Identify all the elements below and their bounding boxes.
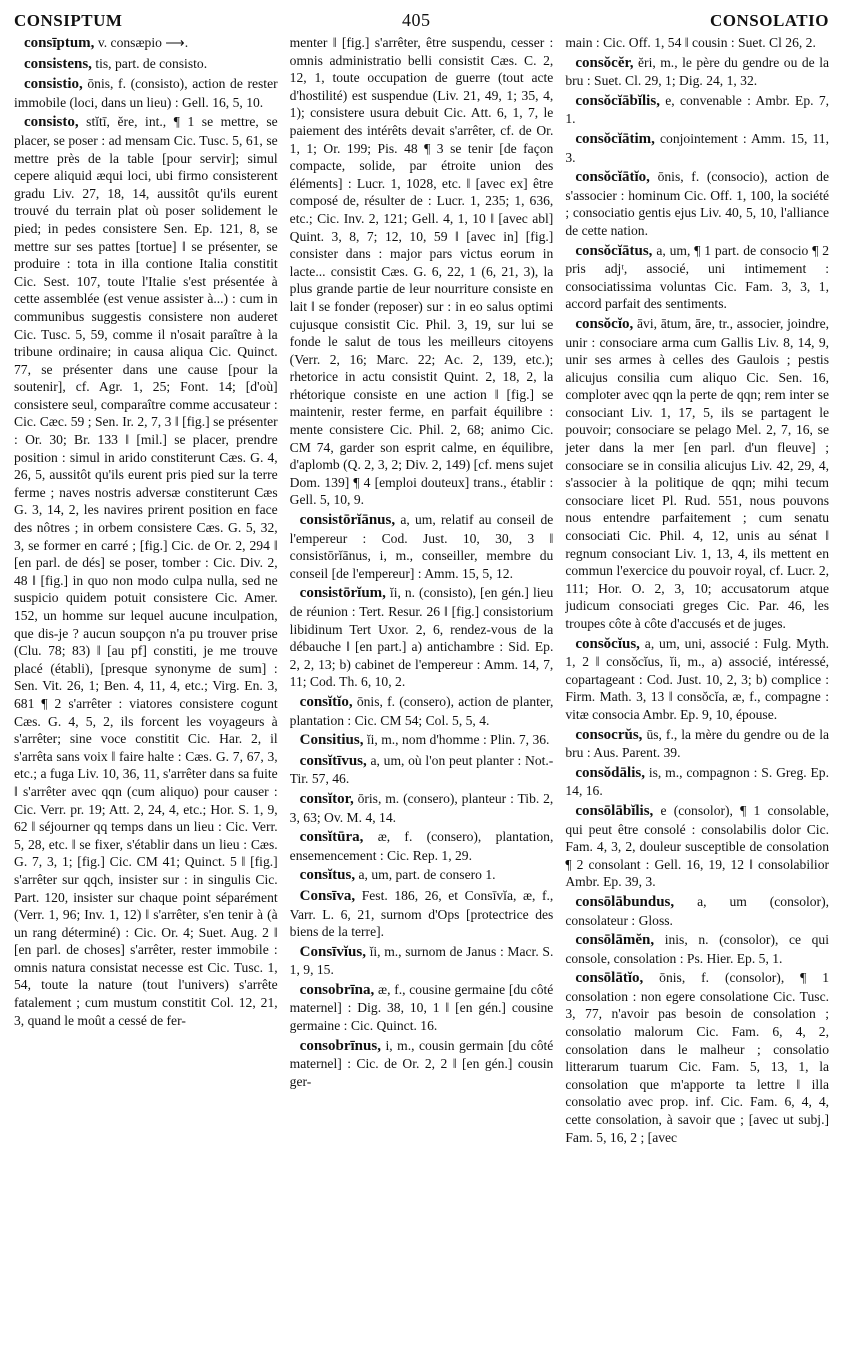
page-number: 405: [401, 10, 431, 30]
entry-definition: ōris, m. (consero), planteur : Tib. 2, 3, 63; Ov. M. 4, 14.: [289, 790, 554, 825]
dictionary-entry: [290, 584, 554, 691]
entry-definition: i, m., cousin germain [du côté maternel] : Cic. de Or. 2, 2 ‖ [en gén.] cousin ger-: [289, 1037, 554, 1089]
dictionary-entry: [290, 511, 554, 582]
dictionary-entry: [290, 981, 554, 1035]
dictionary-entry: [290, 693, 554, 729]
running-header: [14, 0, 829, 34]
dictionary-entry: [565, 54, 829, 90]
entry-definition: ĭi, m., nom d'homme : Plin. 7, 36.: [366, 732, 550, 748]
dictionary-entry: [290, 887, 554, 941]
entry-headword: consĭtīvus,: [299, 752, 367, 769]
dictionary-entry: [290, 34, 554, 509]
dictionary-entry: [565, 242, 829, 313]
entry-headword: consistio,: [24, 76, 83, 93]
entry-headword: consŏcĭātus,: [575, 242, 653, 259]
entry-definition: ĕri, m., le père du gendre ou de la bru : Suet. Cl. 29, 1; Dig. 24, 1, 32.: [565, 54, 829, 89]
entry-definition: a, um, relatif au conseil de l'empereur : Cod. Just. 10, 30, 3 ‖ consistōrĭānus, i, m., conseiller, membre du conseil [de l'empereur] : Amm. 15, 5, 12.: [289, 512, 554, 581]
entry-definition: ōnis, f. (consocio), action de s'associer : hominum Cic. Off. 1, 100, la société ; consociatio gentis ejus Liv. 40, 5, 10, l'alliance de cette nation.: [565, 169, 829, 238]
entry-headword: consistens,: [24, 55, 92, 72]
entry-definition: a, um, ¶ 1 part. de consocio ¶ 2 pris adjᵗ, associé, uni intimement : consociatissima voluntas Cic. Fam. 3, 3, 1, accord parfait des sentiments.: [565, 242, 829, 312]
dictionary-entry: [14, 75, 278, 111]
dictionary-entry: [565, 802, 829, 891]
entry-definition: ōnis, f. (consero), action de planter, plantation : Cic. CM 54; Col. 5, 5, 4.: [289, 693, 554, 728]
entry-headword: consocrŭs,: [575, 726, 643, 743]
dictionary-entry: [565, 764, 829, 800]
entry-headword: consōlābĭlis,: [575, 802, 654, 819]
entry-definition: ōnis, f. (consisto), action de rester immobile (loci, dans un lieu) : Gell. 16, 5, 10.: [14, 76, 278, 110]
entry-definition: a, um, où l'on peut planter : Not.-Tir. 57, 46.: [289, 752, 554, 787]
entry-definition: a, um, uni, associé : Fulg. Myth. 1, 2 ‖ consŏcĭus, ĭi, m., a) associé, intéressé, copartageant : Cod. Just. 10, 2, 3; b) complice : Firm. Math. 3, 13 ‖ consŏcĭa, æ, f., compagne : vitæ consocia Ambr. Ep. 9, 10, épouse.: [565, 635, 829, 722]
dictionary-entry: [565, 34, 829, 52]
entry-headword: consōlāmĕn,: [575, 932, 655, 949]
entry-headword: consĭtĭo,: [299, 693, 353, 710]
entry-definition: main : Cic. Off. 1, 54 ‖ cousin : Suet. Cl 26, 2.: [565, 35, 816, 50]
dictionary-entry: [565, 92, 829, 128]
entry-headword: Consīvĭus,: [299, 943, 366, 960]
entry-headword: Consīva,: [299, 887, 356, 904]
dictionary-entry: [565, 315, 829, 633]
entry-headword: consŏdālis,: [575, 764, 645, 781]
dictionary-entry: [565, 130, 829, 166]
entry-definition: e, convenable : Ambr. Ep. 7, 1.: [565, 92, 829, 127]
entry-definition: ĭi, n. (consisto), [en gén.] lieu de réunion : Tert. Resur. 26 ‖ [fig.] consistorium libidinum Tert Uxor. 2, 6, rendez-vous de la débauche ‖ [en part.] a) antichambre : Sid. Ep. 2, 2, 13; b) cabinet de l'empereur : Amm. 14, 7, 11; Cod. Th. 6, 10, 2.: [289, 585, 554, 690]
entry-headword: consŏcĭo,: [575, 315, 634, 332]
entry-headword: consobrīna,: [299, 981, 375, 998]
dictionary-entry: [290, 790, 554, 826]
entry-definition: æ, f., cousine germaine [du côté maternel] : Dig. 38, 10, 1 ‖ [en gén.] cousine germaine : Cic. Quinct. 16.: [289, 981, 554, 1034]
entry-headword: consōlābundus,: [575, 893, 675, 910]
entry-headword: consŏcĕr,: [575, 54, 634, 71]
entry-headword: consisto,: [24, 114, 79, 131]
dictionary-entry: [14, 55, 278, 74]
entry-definition: ōnis, f. (consolor), ¶ 1 consolation : non egere consolatione Cic. Tusc. 3, 77, n'avoir pas besoin de consolation ; consolatio malorum Cic. Fam. 6, 4, 2, consolation dans le malheur ; consolatio litterarum tuarum Cic. Fam. 5, 13, 1, la consolation que m'apporte ta lettre ‖ illa consolatio avec prop. inf. Cic. Fam. 6, 4, 4, cette consolation, à savoir que ; [avec ut subj.] Fam. 5, 16, 2 ; [avec: [565, 970, 829, 1145]
column-1: [14, 34, 278, 1344]
columns: [14, 34, 829, 1344]
dictionary-entry: [565, 168, 829, 239]
dictionary-entry: [290, 943, 554, 979]
dictionary-entry: [565, 893, 829, 929]
column-3: [565, 34, 829, 1344]
entry-headword: consistōrĭum,: [299, 585, 386, 602]
entry-definition: inis, n. (consolor), ce qui console, consolation : Ps. Hier. Ep. 5, 1.: [565, 932, 829, 966]
entry-definition: menter ‖ [fig.] s'arrêter, être suspendu, cesser : omnis administratio belli consistit Cæs. C. 2, 12, 1, toute occupation de guerre (tout acte d'hostilité) est suspendue (Liv. 21, 49, 1; 35, 4, 1); consistere usura debuit Cic. Att. 6, 1, 7, le paiement des intérêts devait s'arrêter, cf. de Or. 1, 1; Or. 199; Pis. 48 ¶ 3 se tenir [de façon compacte, solide, par étroite union des éléments] : Lucr. 1, 1028, etc. ‖ [avec ex] être composé de, résulter de : Lucr. 1, 235; 1, 636, etc.; Cic. Inv. 2, 121; Gell. 4, 1, 10 ‖ [avec abl] Quint. 3, 8, 7; 12, 10, 59 ‖ [avec in] [fig.] consister dans : major pars victus eorum in lacte... consistit Cæs. G. 6, 22, 1 (6, 21, 3), la plus grande partie de leur nourriture consiste en lait ‖ se fonder (reposer) sur : in eo salus optimi cujusque consistit Cic. Phil. 3, 19, sur lui se fonde le salut de tous les meilleurs citoyens (Verr. 2, 16; Marc. 22; Ac. 2, 139, etc.); rhetorice in actu consistit Quint. 2, 18, 2, la rhétorique consiste en une action ‖ [fig.] se maintenir, rester ferme, en parfait équilibre : mente consistere Cic. Phil. 2, 68; animo Cic. CM 74, garder son esprit calme, en équilibre, d'aplomb (Q. 2, 3, 2; Div. 2, 149) [cf. mens sujet Dom. 139] ¶ 4 [emploi douteux] trans., établir : Gell. 5, 10, 9.: [289, 35, 554, 508]
dictionary-entry: [565, 931, 829, 967]
entry-headword: consŏcĭābĭlis,: [575, 92, 660, 109]
header-left-guideword: CONSIPTUM: [14, 11, 123, 30]
entry-definition: stĭtī, ĕre, int., ¶ 1 se mettre, se placer, se poser : ad mensam Cic. Tusc. 5, 61, se mettre près de la table [pour servir]; simul cepere aliquid æqui loci, ubi firmo consisterent gradu Liv. 27, 18, 14, aussitôt qu'ils eurent trouvé du terrain plat où poser solidement le pied; in pedes consistere Sen. Ep. 121, 8, se mettre sur ses pattes [tortue] ‖ se présenter, se produire : tota in illa contione Italia constitit Cic. Sest. 107, toute l'Italie s'est présentée à cette assemblée (est venue assister à...) : cum in communibus suggestis consistere non auderet Cic. Tusc. 5, 59, comme il n'osait paraître à la tribune ordinaire; in causa aliqua Cic. Quinct. 77, se présenter dans une cause [pour la soutenir], cf. Agr. 1, 25; Font. 14; [d'où] consistere seul, comparaître comme accusateur : Cic. Cæc. 59 ; Sen. Ir. 2, 7, 3 ‖ [fig.] se présenter : Or. 30; Br. 133 ‖ [mil.] se placer, prendre position : simul in arido constiterunt Cæs. G. 4, 26, 5, aussitôt qu'ils eurent pris pied sur la terre ferme ; naves nostris adversæ constiterunt Cæs G. 3, 14, 2, les navires prirent position en face des nôtres ; in orbem consistere Cæs. G. 5, 32, 3, se former en carré ; [fig.] Cic. de Or. 2, 294 ‖ [en parl. de dés] se poser, tomber : Cic. Div. 2, 48 ‖ [fig.] in quo non modo culpa nulla, sed ne suspicio quidem potuit consistere Cic. Amer. 152, un homme sur lequel aucune inculpation, que dis-je ? aucun soupçon n'a pu trouver prise (Clu. 78; 83) ‖ [au pf] constiti, je me trouve placé (établi), [presque synonyme de sum] : Sen. Vit. 26, 1; Ben. 4, 11, 4, etc.; Virg. En. 3, 681 ¶ 2 s'arrêter : viatores consistere cogunt Cæs. G. 4, 5, 2, ils forcent les voyageurs à s'arrêter; sine voce constitit Cic. Har. 2, il s'arrêta sans voix ‖ faire halte : Cæs. G. 7, 67, 3, etc.; a fuga Liv. 10, 36, 11, s'arrêter dans sa fuite ‖ s'arrêter avec qqn (cum aliquo) pour causer : Cic. Verr. pr. 19; Att. 2, 24, 4, etc.; Hor. S. 1, 9, 62 ‖ séjourner qq temps dans un lieu : Cic. Verr. 5, 28, etc. ‖ se fixer, s'établir dans un lieu : Cæs. G. 7, 3, 1; [fig.] Cic. CM 41; Quinct. 5 ‖ [fig.] s'arrêter sur qqch, insister sur : in singulis Cic. Part. 120, insister sur chaque point séparément (Verr. 1, 96; Inv. 1, 12) ‖ s'arrêter, s'en tenir à (à un rang déterminé) : Cic. Or. 4; Suet. Aug. 2 ‖ [en parl. de choses] s'arrêter, rester immobile : omnis natura consistat necesse est Cic. Tusc. 1, 54, toute la nature (tout l'univers) s'arrête fatalement ; cum mustum constitit Col. 12, 21, 3, quand le moût a cessé de fer-: [14, 114, 278, 1028]
dictionary-entry: [290, 1037, 554, 1091]
entry-definition: is, m., compagnon : S. Greg. Ep. 14, 16.: [565, 764, 829, 799]
entry-definition: e (consolor), ¶ 1 consolable, qui peut être consolé : consolabilis dolor Cic. Fam. 4, 3, 2, douleur susceptible de consolation ¶ 2 consolant : Gell. 16, 19, 12 ‖ consolabilior Ambr. Ep. 39, 3.: [565, 802, 829, 890]
dictionary-entry: [290, 731, 554, 750]
entry-headword: consĭtūra,: [299, 829, 364, 846]
entry-headword: consĭtor,: [299, 790, 354, 807]
column-2: [290, 34, 554, 1344]
entry-headword: consistōrĭānus,: [299, 512, 396, 529]
entry-definition: v. consæpio ⟶.: [97, 35, 189, 50]
dictionary-entry: [290, 866, 554, 885]
dictionary-entry: [565, 969, 829, 1146]
dictionary-entry: [565, 726, 829, 762]
entry-headword: consŏcĭus,: [575, 635, 640, 652]
entry-definition: conjointement : Amm. 15, 11, 3.: [565, 130, 829, 165]
entry-headword: consōlātĭo,: [575, 970, 644, 987]
header-right-guideword: CONSOLATIO: [710, 11, 829, 30]
dictionary-entry: [290, 752, 554, 788]
entry-definition: āvi, ātum, āre, tr., associer, joindre, unir : consociare arma cum Gallis Liv. 8, 14, 9, unir ses armes à celles des Gaulois ; pestis alicujus consilia cum aliquo Cic. Sen. 16, comploter avec qqn la perte de qqn; rem inter se consociant Liv. 1, 17, 5, ils se partagent le pouvoir; consociare se pelago Mel. 2, 7, 16, se jeter dans la mer [en parl. d'un fleuve] ; consociare se in consilia alicujus Liv. 42, 29, 4, s'associer à la politique de qqn; mihi tecum consociare licet Pl. Rud. 551, nous pouvons nous entendre parfaitement ; cum senatu consociati Cic. Phil. 4, 12, unis au sénat ‖ regnum consociant Liv. 1, 13, 4, ils mettent en commun l'exercice du pouvoir royal, cf. Lucr. 2, 111; Hor. O. 2, 3, 10; accusatorum atque judicum consociati greges Cic. Par. 46, les troupes côte à côte d'accusés et de juges.: [565, 315, 829, 631]
entry-definition: ĭi, m., surnom de Janus : Macr. S. 1, 9, 15.: [289, 943, 554, 978]
entry-definition: tis, part. de consisto.: [95, 55, 208, 71]
entry-definition: a, um (consolor), consolateur : Gloss.: [565, 893, 829, 928]
dictionary-entry: [290, 828, 554, 864]
entry-headword: Consitius,: [299, 732, 364, 749]
entry-headword: consŏcĭātim,: [575, 130, 655, 147]
entry-headword: consobrīnus,: [299, 1037, 381, 1054]
entry-headword: consŏcĭātĭo,: [575, 169, 650, 186]
dictionary-entry: [14, 34, 278, 53]
entry-headword: consīptum,: [24, 35, 95, 51]
entry-definition: æ, f. (consero), plantation, ensemencement : Cic. Rep. 1, 29.: [289, 829, 554, 863]
dictionary-entry: [565, 635, 829, 724]
entry-definition: ūs, f., la mère du gendre ou de la bru : Aus. Parent. 39.: [565, 726, 829, 761]
entry-definition: a, um, part. de consero 1.: [358, 867, 496, 883]
dictionary-entry: [14, 113, 278, 1029]
entry-headword: consĭtus,: [299, 867, 356, 884]
entry-definition: Fest. 186, 26, et Consīvĭa, æ, f., Varr. L. 6, 21, surnom d'Ops [protectrice des biens de la terre].: [289, 887, 554, 940]
